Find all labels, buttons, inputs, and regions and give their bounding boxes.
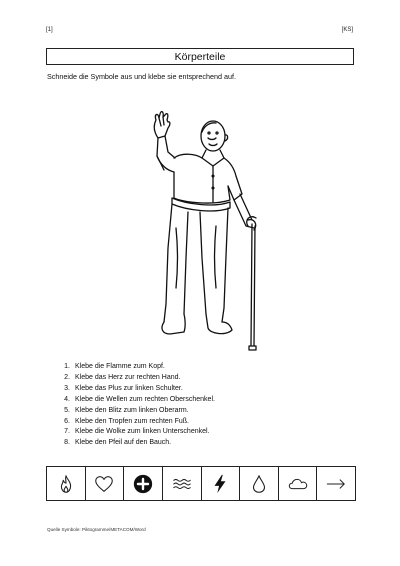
symbol-cell-flame[interactable] bbox=[47, 467, 86, 500]
task-text: Klebe die Wellen zum rechten Oberschenkel. bbox=[75, 395, 215, 403]
drop-icon bbox=[248, 473, 270, 495]
task-text: Klebe die Flamme zum Kopf. bbox=[75, 363, 165, 370]
symbol-cell-arrow[interactable] bbox=[317, 467, 355, 500]
plus-circle-icon bbox=[132, 473, 154, 495]
waves-icon bbox=[171, 473, 193, 495]
instruction-text: Schneide die Symbole aus und klebe sie entsprechend auf. bbox=[47, 72, 236, 81]
heart-icon bbox=[93, 473, 115, 495]
symbol-strip bbox=[46, 466, 356, 501]
task-item bbox=[58, 427, 215, 438]
symbol-cell-waves[interactable] bbox=[163, 467, 202, 500]
task-text: Klebe das Plus zur linken Schulter. bbox=[75, 384, 183, 392]
task-number: 2. bbox=[64, 373, 70, 381]
symbol-cell-heart[interactable] bbox=[86, 467, 125, 500]
task-list bbox=[58, 362, 215, 449]
symbol-cell-plus[interactable] bbox=[124, 467, 163, 500]
cloud-icon bbox=[287, 473, 309, 495]
task-number: 5. bbox=[64, 406, 70, 414]
task-number: 7. bbox=[64, 428, 70, 436]
task-number: 6. bbox=[64, 417, 70, 425]
task-text: Klebe die Wolke zum linken Unterschenkel. bbox=[75, 428, 210, 436]
arrow-right-icon bbox=[325, 473, 347, 495]
task-number: 1. bbox=[64, 363, 70, 370]
task-number: 3. bbox=[64, 384, 70, 392]
task-number: 8. bbox=[64, 439, 70, 447]
task-item bbox=[58, 384, 215, 395]
flame-icon bbox=[55, 473, 77, 495]
source-note: Quelle Symbole: Piktogramme/METACOM/Word bbox=[47, 527, 146, 532]
old-man-illustration bbox=[130, 108, 270, 358]
task-item bbox=[58, 395, 215, 406]
symbol-cell-lightning[interactable] bbox=[202, 467, 241, 500]
symbol-cell-cloud[interactable] bbox=[279, 467, 318, 500]
task-text: Klebe den Pfeil auf den Bauch. bbox=[75, 439, 172, 447]
task-text: Klebe den Blitz zum linken Oberarm. bbox=[75, 406, 189, 414]
task-item bbox=[58, 373, 215, 384]
symbol-cell-drop[interactable] bbox=[240, 467, 279, 500]
task-item bbox=[58, 417, 215, 428]
lightning-icon bbox=[209, 473, 231, 495]
task-item bbox=[58, 438, 215, 449]
task-number: 4. bbox=[64, 395, 70, 403]
task-text: Klebe das Herz zur rechten Hand. bbox=[75, 373, 181, 381]
task-item bbox=[58, 362, 215, 373]
class-label: [KS] bbox=[341, 27, 353, 33]
task-item bbox=[58, 406, 215, 417]
page-title: Körperteile bbox=[46, 48, 354, 65]
page-number: [1] bbox=[46, 27, 53, 33]
task-text: Klebe den Tropfen zum rechten Fuß. bbox=[75, 417, 190, 425]
